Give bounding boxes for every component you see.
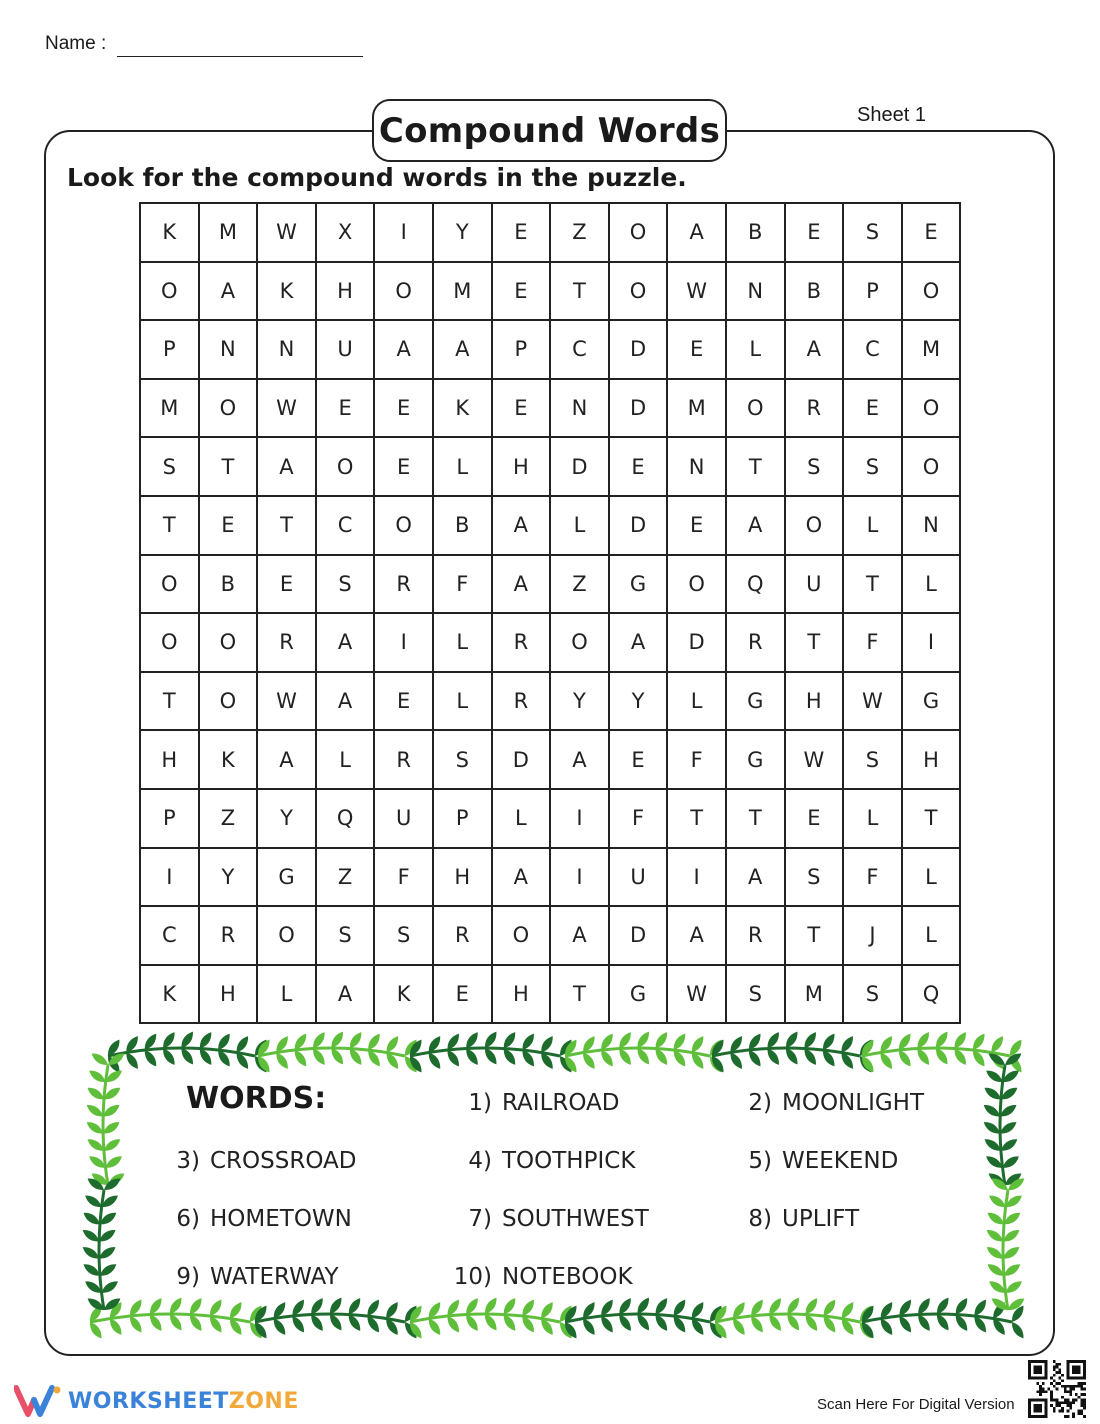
grid-cell[interactable]: L (903, 849, 962, 908)
word-text: TOOTHPICK (502, 1148, 636, 1174)
grid-cell[interactable]: D (610, 380, 669, 439)
grid-cell[interactable]: O (903, 263, 962, 322)
grid-cell[interactable]: F (434, 556, 493, 615)
grid-cell[interactable]: N (551, 380, 610, 439)
grid-cell[interactable]: W (258, 380, 317, 439)
grid-cell[interactable]: C (141, 907, 200, 966)
grid-cell[interactable]: F (844, 614, 903, 673)
grid-cell[interactable]: D (551, 438, 610, 497)
grid-cell[interactable]: R (375, 556, 434, 615)
grid-cell[interactable]: E (375, 380, 434, 439)
grid-cell[interactable]: A (317, 614, 376, 673)
grid-cell[interactable]: S (317, 556, 376, 615)
grid-cell[interactable]: P (434, 790, 493, 849)
grid-cell[interactable]: G (258, 849, 317, 908)
grid-cell[interactable]: E (786, 204, 845, 263)
grid-cell[interactable]: A (727, 497, 786, 556)
grid-cell[interactable]: H (903, 731, 962, 790)
grid-cell[interactable]: K (141, 204, 200, 263)
grid-cell[interactable]: S (317, 907, 376, 966)
grid-cell[interactable]: E (903, 204, 962, 263)
grid-cell[interactable]: E (375, 438, 434, 497)
grid-cell[interactable]: Z (200, 790, 259, 849)
word-item (154, 1264, 339, 1290)
grid-cell[interactable]: L (727, 321, 786, 380)
grid-cell[interactable]: O (786, 497, 845, 556)
grid-cell[interactable]: L (903, 907, 962, 966)
grid-cell[interactable]: E (493, 263, 552, 322)
grid-cell[interactable]: O (375, 497, 434, 556)
grid-cell[interactable]: M (668, 380, 727, 439)
grid-cell[interactable]: Q (317, 790, 376, 849)
grid-cell[interactable]: Y (200, 849, 259, 908)
word-number: 3) (176, 1148, 200, 1174)
word-item (726, 1148, 898, 1174)
grid-cell[interactable]: D (493, 731, 552, 790)
grid-cell[interactable]: W (668, 263, 727, 322)
grid-cell[interactable]: O (903, 380, 962, 439)
grid-cell[interactable]: D (610, 907, 669, 966)
grid-cell[interactable]: S (141, 438, 200, 497)
word-number: 1) (468, 1090, 492, 1116)
word-number: 5) (748, 1148, 772, 1174)
grid-cell[interactable]: E (258, 556, 317, 615)
grid-cell[interactable]: P (141, 790, 200, 849)
grid-cell[interactable]: T (844, 556, 903, 615)
grid-cell[interactable]: K (375, 966, 434, 1025)
grid-cell[interactable]: L (493, 790, 552, 849)
grid-cell[interactable]: T (727, 790, 786, 849)
word-item (726, 1090, 924, 1116)
words-heading: WORDS: (186, 1081, 327, 1116)
word-text: NOTEBOOK (502, 1264, 633, 1290)
grid-cell[interactable]: N (903, 497, 962, 556)
grid-cell[interactable]: E (200, 497, 259, 556)
word-text: WEEKEND (782, 1148, 899, 1174)
grid-cell[interactable]: P (493, 321, 552, 380)
grid-cell[interactable]: C (844, 321, 903, 380)
grid-cell[interactable]: L (317, 731, 376, 790)
grid-cell[interactable]: A (551, 731, 610, 790)
grid-cell[interactable]: T (551, 966, 610, 1025)
grid-cell[interactable]: K (141, 966, 200, 1025)
grid-cell[interactable]: U (375, 790, 434, 849)
grid-cell[interactable]: E (668, 321, 727, 380)
grid-cell[interactable]: H (200, 966, 259, 1025)
grid-cell[interactable]: T (727, 438, 786, 497)
grid-cell[interactable]: Y (610, 673, 669, 732)
grid-cell[interactable]: F (375, 849, 434, 908)
grid-cell[interactable]: E (317, 380, 376, 439)
grid-cell[interactable]: E (668, 497, 727, 556)
grid-cell[interactable]: A (668, 907, 727, 966)
word-number: 6) (176, 1206, 200, 1232)
grid-cell[interactable]: O (200, 614, 259, 673)
grid-cell[interactable]: W (258, 204, 317, 263)
grid-cell[interactable]: E (786, 790, 845, 849)
grid-cell[interactable]: F (844, 849, 903, 908)
grid-cell[interactable]: R (786, 380, 845, 439)
grid-cell[interactable]: Q (727, 556, 786, 615)
grid-cell[interactable]: H (317, 263, 376, 322)
grid-cell[interactable]: I (375, 614, 434, 673)
grid-cell[interactable]: I (551, 849, 610, 908)
grid-cell[interactable]: O (610, 263, 669, 322)
word-number: 10) (453, 1264, 492, 1290)
word-number: 2) (748, 1090, 772, 1116)
grid-cell[interactable]: O (668, 556, 727, 615)
word-number: 9) (176, 1264, 200, 1290)
grid-cell[interactable]: A (493, 849, 552, 908)
grid-cell[interactable]: E (610, 438, 669, 497)
grid-cell[interactable]: E (844, 380, 903, 439)
grid-cell[interactable]: L (434, 438, 493, 497)
grid-cell[interactable]: I (551, 790, 610, 849)
grid-cell[interactable]: H (141, 731, 200, 790)
grid-cell[interactable]: G (610, 966, 669, 1025)
word-item (446, 1090, 620, 1116)
grid-cell[interactable]: Y (551, 673, 610, 732)
word-text: SOUTHWEST (502, 1206, 649, 1232)
grid-cell[interactable]: S (786, 438, 845, 497)
grid-cell[interactable]: A (258, 438, 317, 497)
grid-cell[interactable]: A (610, 614, 669, 673)
grid-cell[interactable]: N (668, 438, 727, 497)
grid-cell[interactable]: U (317, 321, 376, 380)
worksheetzone-logo[interactable] (14, 1384, 299, 1418)
grid-cell[interactable]: P (141, 321, 200, 380)
logo-mark-icon (14, 1384, 62, 1418)
grid-cell[interactable]: E (610, 731, 669, 790)
grid-cell[interactable]: W (844, 673, 903, 732)
grid-cell[interactable]: L (434, 614, 493, 673)
grid-cell[interactable]: R (727, 907, 786, 966)
grid-cell[interactable]: Y (434, 204, 493, 263)
instructions: Look for the compound words in the puzzle. (67, 163, 687, 192)
grid-cell[interactable]: L (668, 673, 727, 732)
name-label: Name : (45, 33, 107, 54)
grid-cell[interactable]: P (844, 263, 903, 322)
grid-cell[interactable]: K (434, 380, 493, 439)
grid-cell[interactable]: A (493, 556, 552, 615)
grid-cell[interactable]: I (375, 204, 434, 263)
grid-cell[interactable]: R (200, 907, 259, 966)
grid-cell[interactable]: M (200, 204, 259, 263)
word-text: CROSSROAD (210, 1148, 357, 1174)
grid-cell[interactable]: T (786, 907, 845, 966)
grid-cell[interactable]: B (727, 204, 786, 263)
grid-cell[interactable]: R (493, 673, 552, 732)
grid-cell[interactable]: T (258, 497, 317, 556)
grid-cell[interactable]: A (551, 907, 610, 966)
grid-cell[interactable]: H (493, 966, 552, 1025)
word-text: MOONLIGHT (782, 1090, 925, 1116)
grid-cell[interactable]: O (141, 556, 200, 615)
word-text: UPLIFT (782, 1206, 860, 1232)
grid-cell[interactable]: G (727, 673, 786, 732)
word-item (154, 1206, 352, 1232)
word-item (446, 1148, 635, 1174)
grid-cell[interactable]: G (610, 556, 669, 615)
grid-cell[interactable]: O (200, 380, 259, 439)
grid-cell[interactable]: O (493, 907, 552, 966)
grid-cell[interactable]: U (786, 556, 845, 615)
grid-cell[interactable]: S (844, 966, 903, 1025)
grid-cell[interactable]: W (258, 673, 317, 732)
grid-cell[interactable]: I (903, 614, 962, 673)
grid-cell[interactable]: B (200, 556, 259, 615)
grid-cell[interactable]: E (434, 966, 493, 1025)
grid-cell[interactable]: Z (317, 849, 376, 908)
grid-cell[interactable]: T (200, 438, 259, 497)
grid-cell[interactable]: S (844, 438, 903, 497)
grid-cell[interactable]: A (668, 204, 727, 263)
grid-cell[interactable]: S (434, 731, 493, 790)
word-text: WATERWAY (210, 1264, 339, 1290)
grid-cell[interactable]: A (434, 321, 493, 380)
grid-cell[interactable]: O (903, 438, 962, 497)
word-number: 7) (468, 1206, 492, 1232)
grid-cell[interactable]: T (903, 790, 962, 849)
grid-cell[interactable]: T (551, 263, 610, 322)
grid-cell[interactable]: S (844, 204, 903, 263)
logo-text-zone: ZONE (228, 1388, 299, 1414)
qr-code-icon[interactable] (1028, 1360, 1086, 1418)
grid-cell[interactable]: A (317, 966, 376, 1025)
grid-cell[interactable]: L (903, 556, 962, 615)
grid-cell[interactable]: R (375, 731, 434, 790)
grid-cell[interactable]: A (786, 321, 845, 380)
grid-cell[interactable]: A (258, 731, 317, 790)
word-item (154, 1148, 356, 1174)
grid-cell[interactable]: D (610, 321, 669, 380)
grid-cell[interactable]: H (493, 438, 552, 497)
grid-cell[interactable]: T (141, 497, 200, 556)
grid-cell[interactable]: C (317, 497, 376, 556)
grid-cell[interactable]: D (610, 497, 669, 556)
page-title: Compound Words (372, 99, 727, 162)
grid-cell[interactable]: O (551, 614, 610, 673)
grid-cell[interactable]: T (786, 614, 845, 673)
grid-cell[interactable]: A (317, 673, 376, 732)
grid-cell[interactable]: E (493, 204, 552, 263)
grid-cell[interactable]: S (727, 966, 786, 1025)
grid-cell[interactable]: O (317, 438, 376, 497)
grid-cell[interactable]: D (668, 614, 727, 673)
grid-cell[interactable]: B (786, 263, 845, 322)
grid-cell[interactable]: K (258, 263, 317, 322)
grid-cell[interactable]: O (141, 614, 200, 673)
word-number: 8) (748, 1206, 772, 1232)
grid-cell[interactable]: L (551, 497, 610, 556)
grid-cell[interactable]: L (844, 497, 903, 556)
word-item (446, 1206, 649, 1232)
grid-cell[interactable]: M (786, 966, 845, 1025)
grid-cell[interactable]: J (844, 907, 903, 966)
grid-cell[interactable]: A (727, 849, 786, 908)
grid-cell[interactable]: E (493, 380, 552, 439)
word-text: RAILROAD (502, 1090, 620, 1116)
grid-cell[interactable]: F (610, 790, 669, 849)
grid-cell[interactable]: U (610, 849, 669, 908)
grid-cell[interactable]: O (375, 263, 434, 322)
grid-cell[interactable]: F (668, 731, 727, 790)
grid-cell[interactable]: O (200, 673, 259, 732)
grid-cell[interactable]: N (258, 321, 317, 380)
grid-cell[interactable]: S (786, 849, 845, 908)
grid-cell[interactable]: O (610, 204, 669, 263)
grid-cell[interactable]: T (141, 673, 200, 732)
grid-cell[interactable]: L (258, 966, 317, 1025)
word-number: 4) (468, 1148, 492, 1174)
grid-cell[interactable]: Y (258, 790, 317, 849)
grid-cell[interactable]: I (668, 849, 727, 908)
grid-cell[interactable]: L (844, 790, 903, 849)
scan-text: Scan Here For Digital Version (817, 1396, 1015, 1413)
grid-cell[interactable]: H (786, 673, 845, 732)
grid-cell[interactable]: N (727, 263, 786, 322)
grid-cell[interactable]: B (434, 497, 493, 556)
grid-cell[interactable]: H (434, 849, 493, 908)
grid-cell[interactable]: M (141, 380, 200, 439)
logo-text-worksheet: WORKSHEET (68, 1388, 229, 1414)
grid-cell[interactable]: K (200, 731, 259, 790)
grid-cell[interactable]: O (727, 380, 786, 439)
grid-cell[interactable]: M (903, 321, 962, 380)
grid-cell[interactable]: A (493, 497, 552, 556)
word-item (446, 1264, 633, 1290)
grid-cell[interactable]: I (141, 849, 200, 908)
grid-cell[interactable]: E (375, 673, 434, 732)
grid-cell[interactable]: R (434, 907, 493, 966)
grid-cell[interactable]: Z (551, 556, 610, 615)
grid-cell[interactable]: R (727, 614, 786, 673)
grid-cell[interactable]: O (258, 907, 317, 966)
leaf (87, 1320, 105, 1341)
grid-cell[interactable]: M (434, 263, 493, 322)
word-item (726, 1206, 859, 1232)
grid-cell[interactable]: R (258, 614, 317, 673)
grid-cell[interactable]: C (551, 321, 610, 380)
grid-cell[interactable]: A (200, 263, 259, 322)
grid-cell[interactable]: L (434, 673, 493, 732)
grid-cell[interactable]: N (200, 321, 259, 380)
grid-cell[interactable]: X (317, 204, 376, 263)
grid-cell[interactable]: Q (903, 966, 962, 1025)
grid-cell[interactable]: R (493, 614, 552, 673)
grid-cell[interactable]: A (375, 321, 434, 380)
grid-cell[interactable]: T (668, 790, 727, 849)
grid-cell[interactable]: G (903, 673, 962, 732)
grid-cell[interactable]: O (141, 263, 200, 322)
sheet-label: Sheet 1 (857, 104, 926, 126)
grid-cell[interactable]: W (786, 731, 845, 790)
grid-cell[interactable]: S (844, 731, 903, 790)
grid-cell[interactable]: G (727, 731, 786, 790)
grid-cell[interactable]: S (375, 907, 434, 966)
word-text: HOMETOWN (210, 1206, 352, 1232)
grid-cell[interactable]: Z (551, 204, 610, 263)
grid-cell[interactable]: W (668, 966, 727, 1025)
